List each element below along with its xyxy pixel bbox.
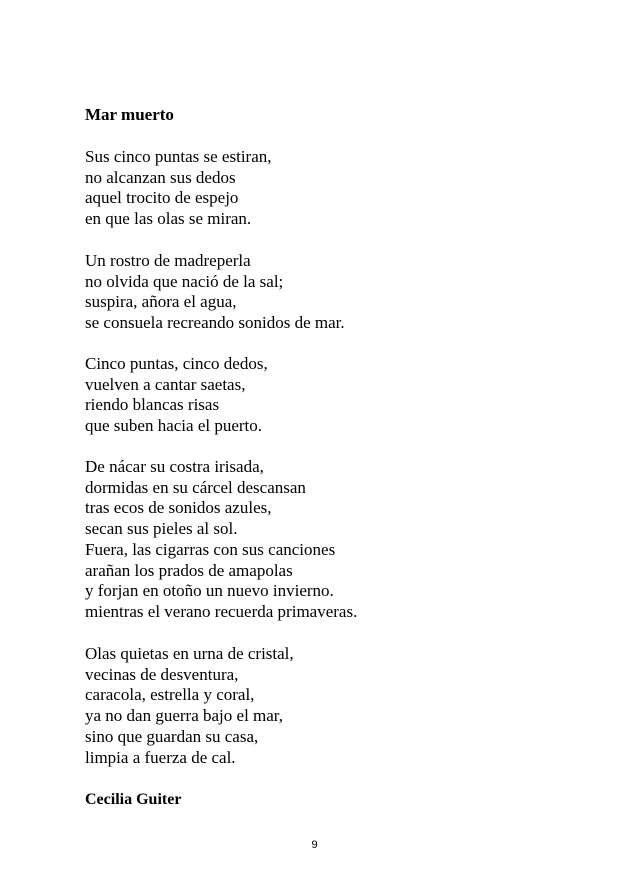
verse: que suben hacia el puerto. — [85, 416, 263, 436]
verse: vuelven a cantar saetas, — [85, 374, 246, 394]
verse: aquel trocito de espejo — [85, 188, 239, 208]
stanza-2 — [85, 251, 345, 334]
verse: suspira, añora el agua, — [85, 292, 237, 312]
verse: De nácar su costra irisada, — [85, 457, 264, 476]
verse: sino que guardan su casa, — [85, 726, 259, 746]
stanza-3 — [85, 354, 268, 437]
verse: caracola, estrella y coral, — [85, 685, 255, 705]
verse: Cinco puntas, cinco dedos, — [85, 354, 268, 373]
stanza-5 — [85, 644, 294, 768]
poem-title: Mar muerto — [85, 105, 174, 124]
stanza-1 — [85, 147, 272, 230]
verse: Olas quietas en urna de cristal, — [85, 644, 294, 663]
verse: Sus cinco puntas se estiran, — [85, 147, 272, 166]
verse: en que las olas se miran. — [85, 209, 252, 229]
verse: arañan los prados de amapolas — [85, 560, 293, 580]
verse: mientras el verano recuerda primaveras. — [85, 601, 358, 621]
verse: secan sus pieles al sol. — [85, 519, 238, 539]
verse: vecinas de desventura, — [85, 664, 239, 684]
verse: no alcanzan sus dedos — [85, 167, 236, 187]
verse: y forjan en otoño un nuevo invierno. — [85, 581, 334, 601]
verse: se consuela recreando sonidos de mar. — [85, 313, 345, 333]
verse: ya no dan guerra bajo el mar, — [85, 706, 284, 726]
poem-author: Cecilia Guiter — [85, 791, 182, 808]
verse: dormidas en su cárcel descansan — [85, 477, 306, 497]
page-number: 9 — [311, 839, 318, 851]
verse: tras ecos de sonidos azules, — [85, 498, 272, 518]
verse: no olvida que nació de la sal; — [85, 271, 284, 291]
verse: limpia a fuerza de cal. — [85, 747, 236, 767]
verse: Fuera, las cigarras con sus canciones — [85, 539, 336, 559]
verse: Un rostro de madreperla — [85, 251, 251, 270]
verse: riendo blancas risas — [85, 395, 220, 415]
stanza-4 — [85, 457, 357, 623]
